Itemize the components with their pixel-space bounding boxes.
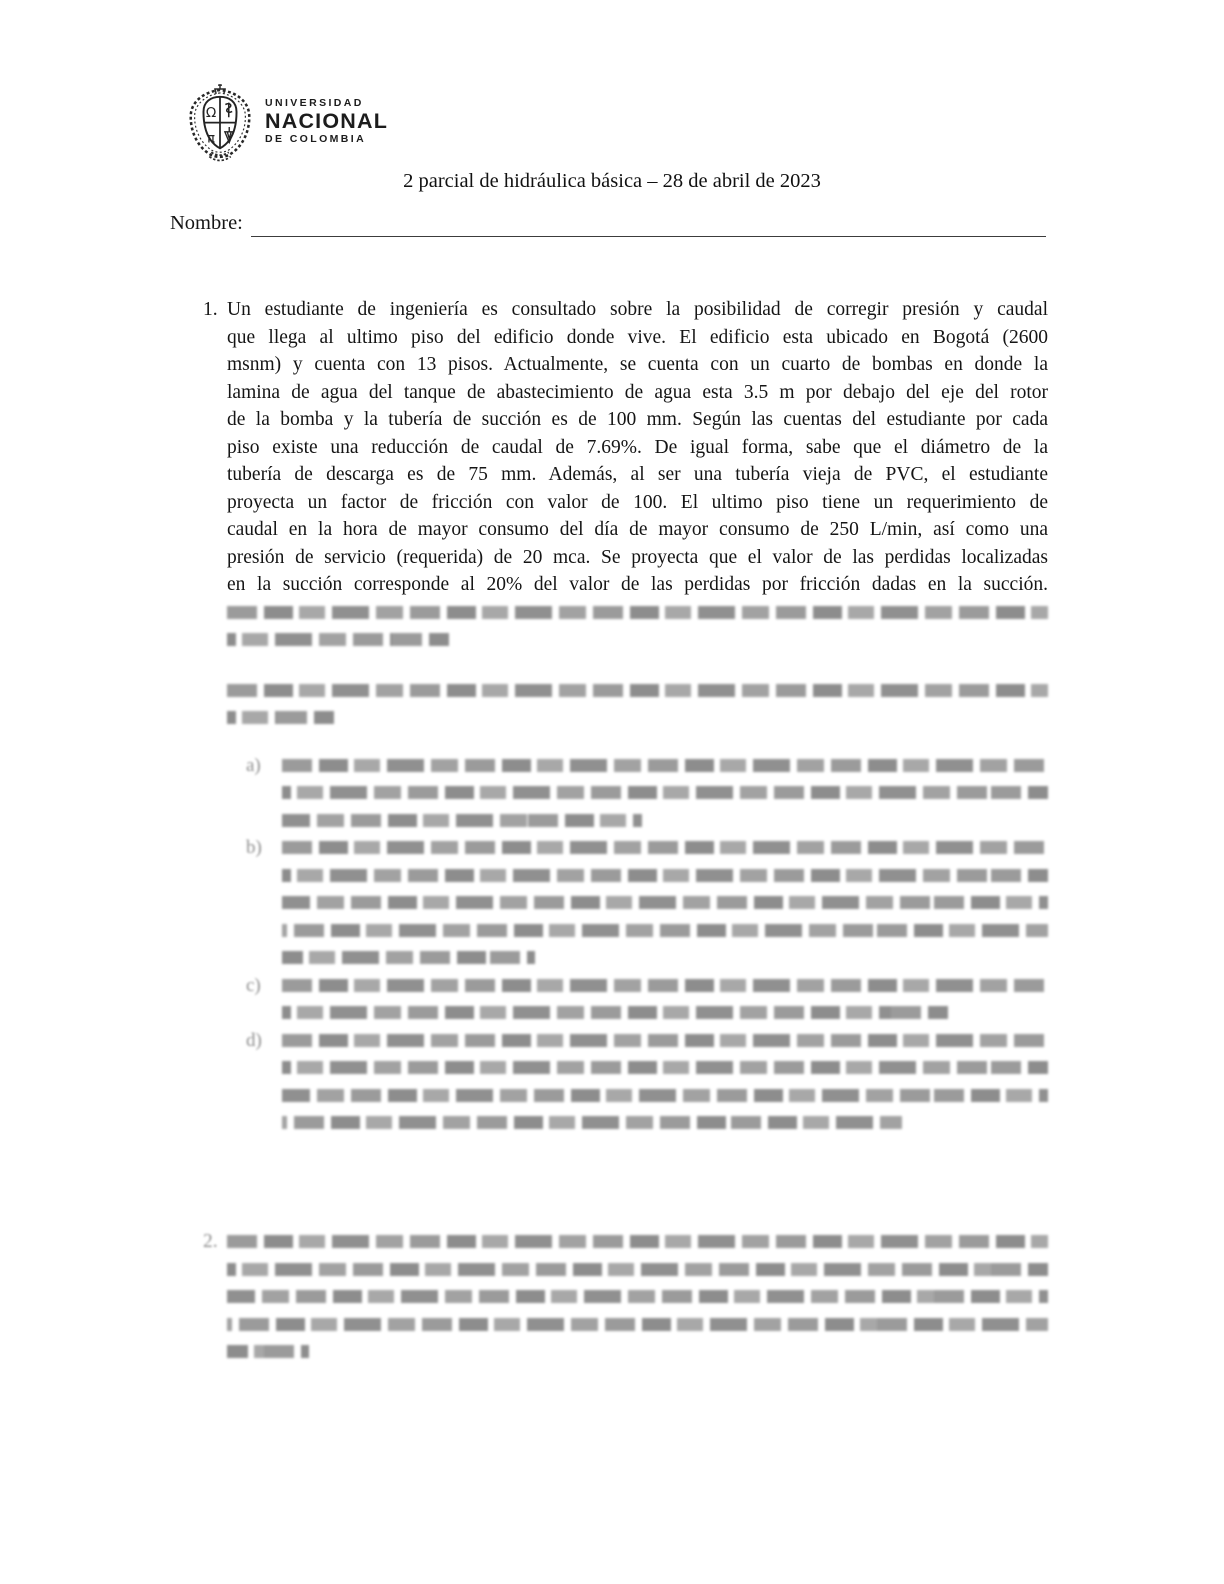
blurred-text-line: [282, 917, 1048, 945]
question-text-line: proyecta un factor de fricción con valor de 100. El ultimo piso tiene un requerimiento de: [227, 491, 1048, 513]
blurred-text-line: [282, 944, 1048, 972]
blurred-text-line: [227, 1228, 1048, 1256]
question-text-line: tubería de descarga es de 75 mm. Además, al ser una tubería vieja de PVC, el estudiante: [227, 464, 1048, 485]
name-label: Nombre:: [170, 212, 243, 234]
blurred-text-line: [282, 779, 1048, 807]
blurred-text-line: [282, 889, 1048, 917]
blurred-text-line: [227, 677, 1048, 705]
question-text-line: Un estudiante de ingeniería es consultado sobre la posibilidad de corregir presión y caudal: [227, 299, 1048, 320]
question-2-body: [227, 1228, 1048, 1366]
question-text-line: piso existe una reducción de caudal de 7.69%. De igual forma, sabe que el diámetro de la: [227, 436, 1048, 458]
question-1: [203, 296, 1048, 1137]
question-text-line: msnm) y cuenta con 13 pisos. Actualmente, se cuenta con un cuarto de bombas en donde la: [227, 354, 1048, 375]
blurred-text-line: [282, 972, 1048, 1000]
subitem-marker: d): [246, 1029, 262, 1051]
question-text-line: en la succión corresponde al 20% del valor de las perdidas por fricción dadas en la succión.: [227, 574, 1048, 595]
subitem-marker: a): [246, 754, 261, 776]
blurred-text-line: [282, 1054, 1048, 1082]
question-2-number: 2.: [203, 1231, 218, 1252]
exam-title: 2 parcial de hidráulica básica – 28 de abril de 2023: [403, 170, 821, 192]
question-1-subitem-a: [246, 752, 1048, 835]
name-row: [170, 212, 1046, 237]
question-1-blurred-continuation: [227, 599, 1048, 654]
question-text-line: presión de servicio (requerida) de 20 mca. Se proyecta que el valor de las perdidas localizadas: [227, 546, 1048, 568]
blurred-text-line: [227, 1338, 1048, 1366]
blurred-text-line: [227, 599, 1048, 627]
unal-crest-icon: [185, 84, 255, 166]
question-text-line: de la bomba y la tubería de succión es de 100 mm. Según las cuentas del estudiante por cada: [227, 409, 1048, 430]
subitem-marker: c): [246, 974, 261, 996]
wordmark-universidad: UNIVERSIDAD: [265, 97, 364, 109]
question-1-subitem-c: [246, 972, 1048, 1027]
question-1-body: [227, 296, 1048, 1137]
subitem-marker: b): [246, 837, 262, 858]
blurred-text-line: [282, 1082, 1048, 1110]
blurred-text-line: [282, 862, 1048, 890]
blurred-text-line: [282, 1027, 1048, 1055]
blurred-text-line: [282, 807, 1048, 835]
blurred-text-line: [227, 1311, 1048, 1339]
subitem-blurred-lines: [282, 972, 1048, 1027]
blurred-text-line: [282, 834, 1048, 862]
question-1-number: 1.: [203, 299, 218, 320]
name-blank-line: [251, 212, 1046, 237]
wordmark-de-colombia: DE COLOMBIA: [265, 133, 367, 145]
blurred-text-line: [227, 704, 1048, 732]
blurred-text-line: [227, 1283, 1048, 1311]
question-1-text: [227, 296, 1048, 599]
question-1-blurred-paragraph-2: [227, 677, 1048, 732]
question-1-subitem-b: [246, 834, 1048, 972]
question-1-subitems: [246, 752, 1048, 1137]
wordmark-nacional: NACIONAL: [265, 109, 389, 133]
university-logo: [185, 84, 388, 166]
blurred-text-line: [227, 1256, 1048, 1284]
blurred-text-line: [282, 999, 1048, 1027]
subitem-blurred-lines: [282, 1027, 1048, 1137]
blurred-text-line: [282, 752, 1048, 780]
question-text-line: caudal en la hora de mayor consumo del día de mayor consumo de 250 L/min, así como una: [227, 519, 1048, 540]
subitem-blurred-lines: [282, 834, 1048, 972]
question-2-blurred-text: [227, 1228, 1048, 1366]
question-text-line: que llega al ultimo piso del edificio donde vive. El edificio esta ubicado en Bogotá (2600: [227, 326, 1048, 348]
question-2: [203, 1228, 1048, 1366]
blurred-text-line: [227, 626, 1048, 654]
question-1-subitem-d: [246, 1027, 1048, 1137]
university-wordmark: [265, 84, 388, 145]
question-text-line: lamina de agua del tanque de abastecimiento de agua esta 3.5 m por debajo del eje del rotor: [227, 381, 1048, 403]
svg-text:π: π: [206, 130, 216, 147]
subitem-blurred-lines: [282, 752, 1048, 835]
svg-text:Ω: Ω: [205, 105, 217, 122]
blurred-text-line: [282, 1109, 1048, 1137]
